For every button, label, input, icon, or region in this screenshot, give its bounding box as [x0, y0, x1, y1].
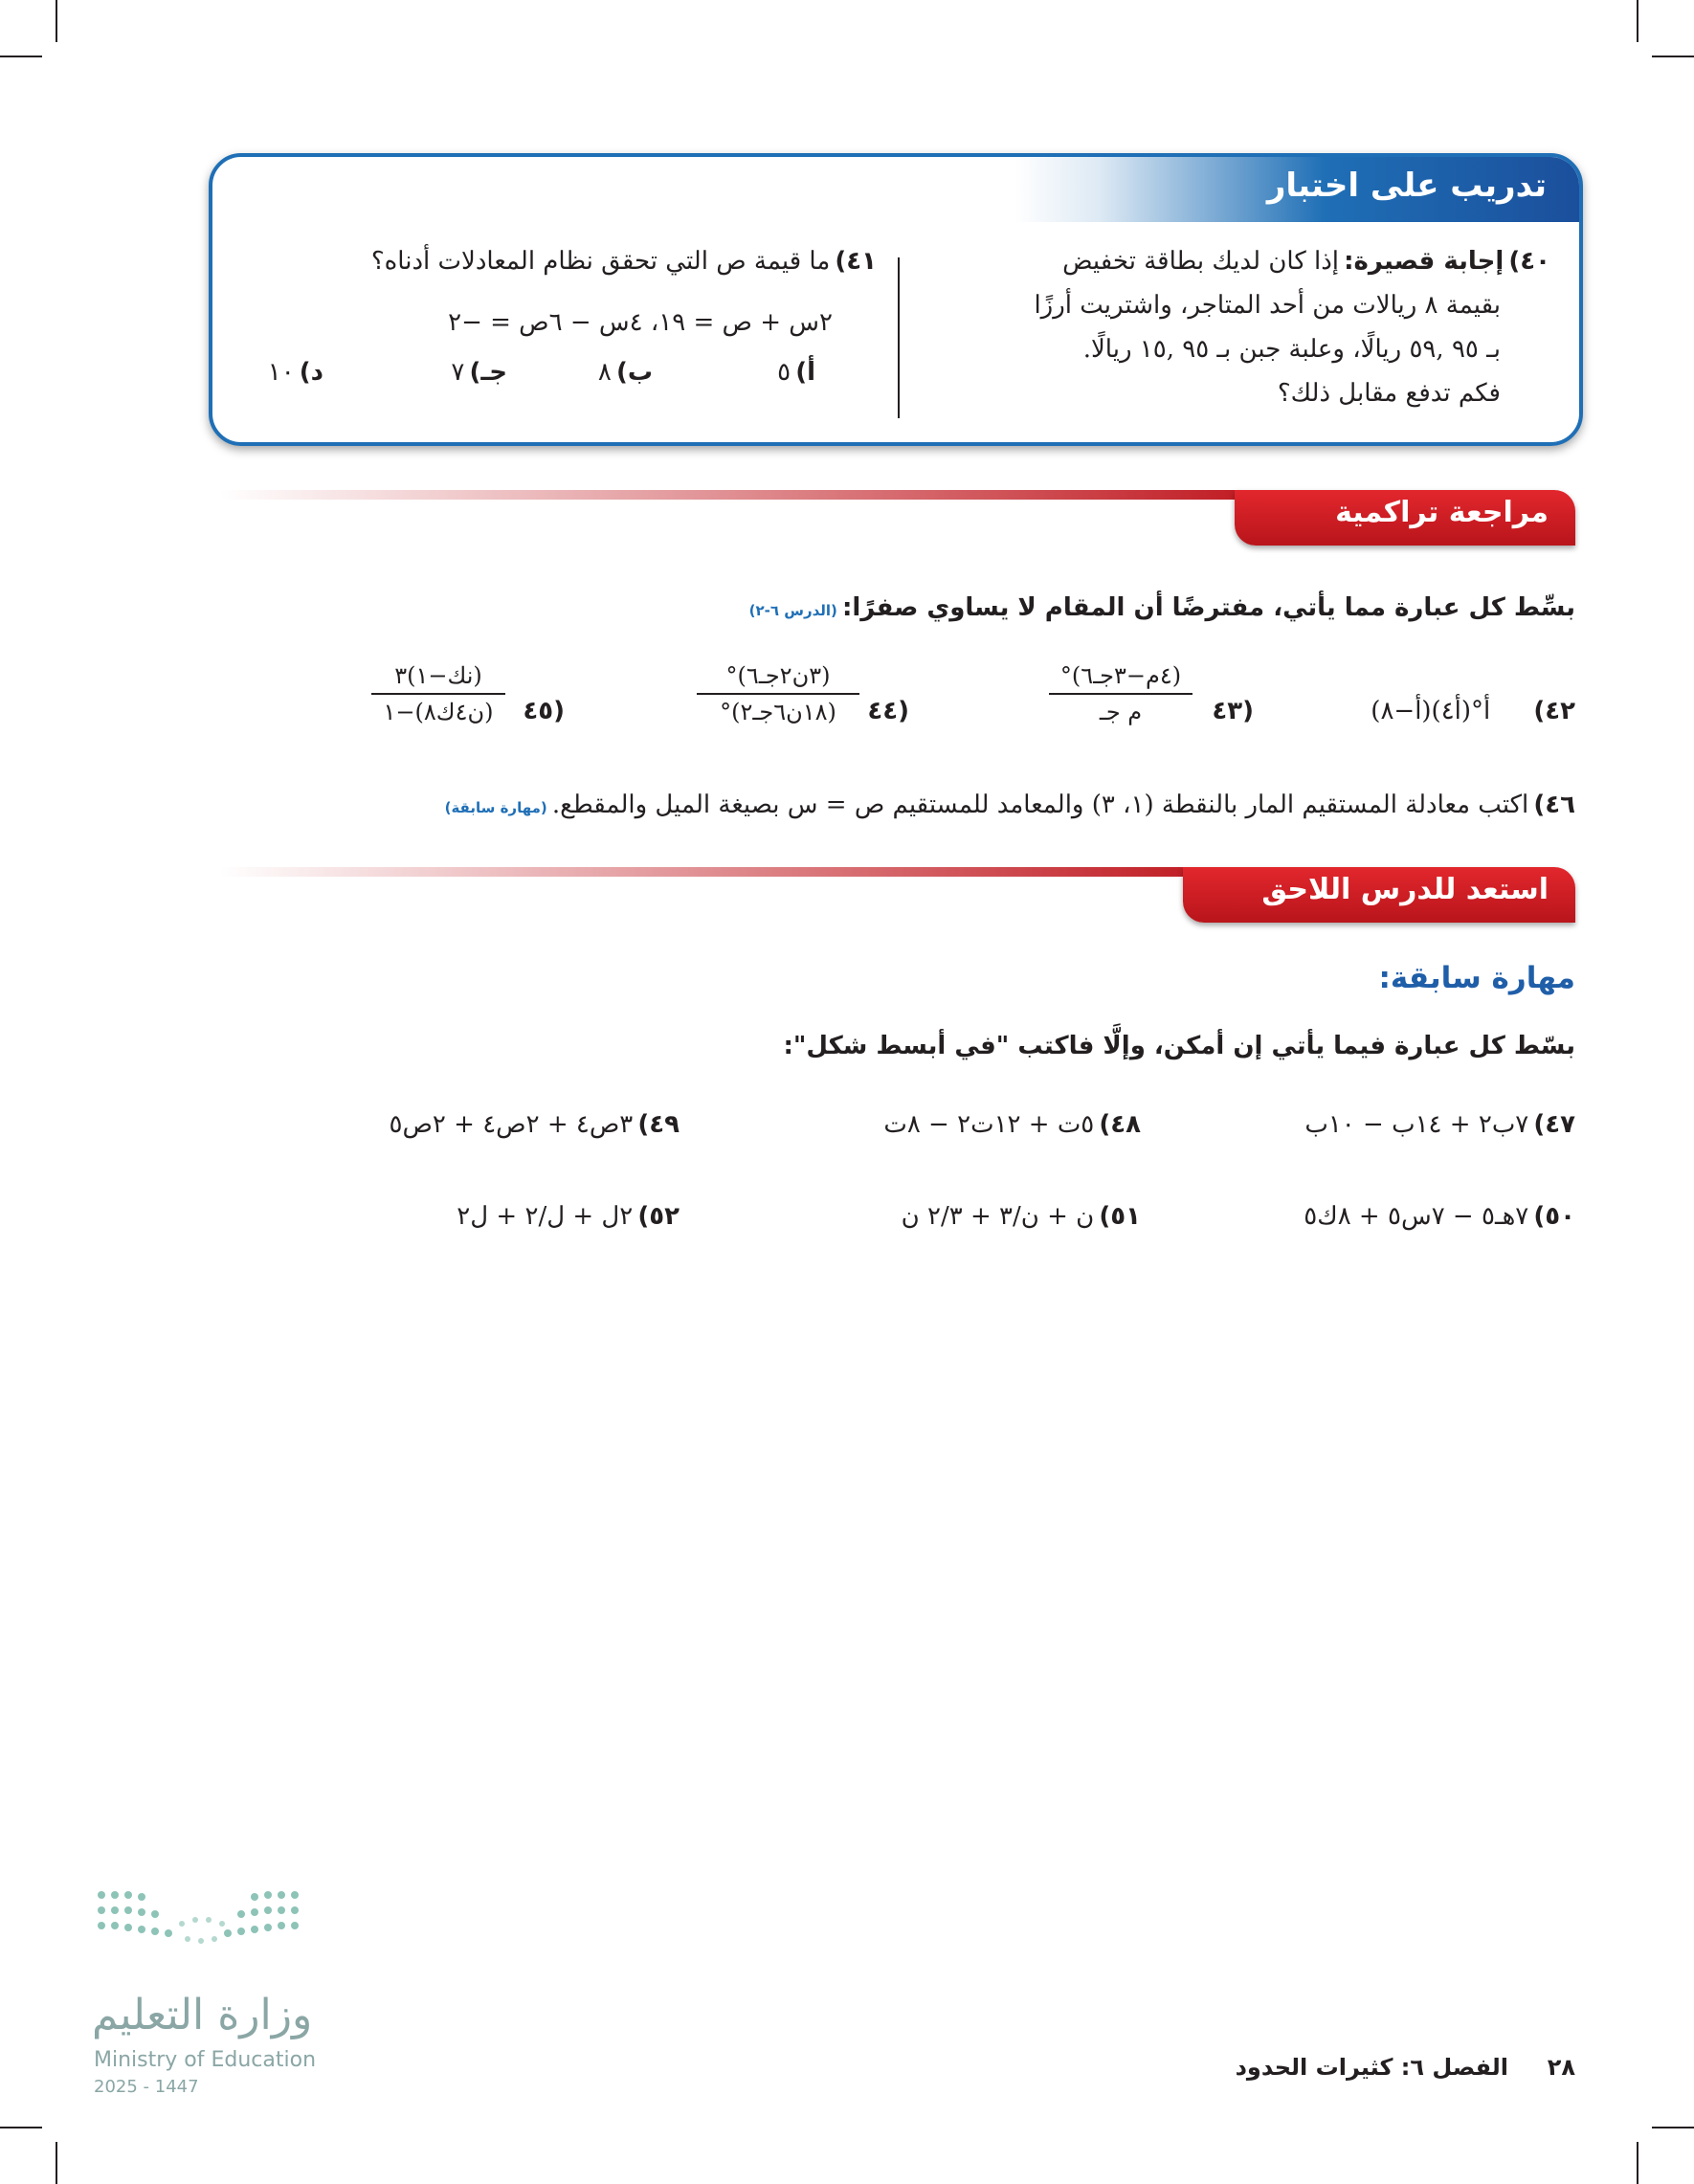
q43-fraction: [1049, 662, 1192, 725]
q40-line4: فكم تدفع مقابل ذلك؟: [1277, 379, 1501, 408]
test-practice-box: [209, 153, 1583, 446]
crop-mark: [56, 0, 57, 42]
q42-expr: أ°(أ٤)(أ−٨): [1371, 697, 1491, 725]
q43-numerator: (٤م−٣جـ٦)°: [1059, 662, 1182, 689]
q44-numerator: (٣ن٢جـ٦)°: [725, 662, 831, 689]
q40: [995, 247, 1550, 276]
fraction-bar: [697, 693, 859, 695]
q51: ٥١) ن + ن/٣ + ٢/٣ ن: [901, 1202, 1141, 1231]
q48: ٤٨) ٥ت + ١٢ت٢ − ٨ت: [883, 1110, 1141, 1139]
q40-number: ٤٠): [1508, 247, 1550, 276]
q44-number: ٤٤): [867, 697, 909, 725]
q41-option-b: ب) ٨: [597, 358, 653, 387]
q40-line2: بقيمة ٨ ريالات من أحد المتاجر، واشتريت أرزًا: [1034, 291, 1501, 320]
q43-denominator: م جـ: [1099, 699, 1143, 725]
q41-equation: ٢س + ص = ١٩، ٤س − ٦ص = −٢: [448, 308, 833, 337]
crop-mark: [0, 56, 42, 57]
review-instruction: بسِّط كل عبارة مما يأتي، مفترضًا أن المقام لا يساوي صفرًا:: [842, 593, 1575, 622]
chapter-title: كثيرات الحدود: [1235, 2054, 1393, 2081]
q46-number: ٤٦): [1533, 791, 1575, 819]
q41-option-a: أ) ٥: [777, 358, 815, 387]
q41-number: ٤١): [835, 247, 877, 276]
practice-divider: [898, 257, 900, 418]
crop-mark: [1652, 56, 1694, 57]
crop-mark: [1637, 2142, 1638, 2184]
q45-fraction: [371, 662, 505, 725]
practice-title: تدريب على اختبار: [1266, 167, 1547, 205]
q44-fraction: [697, 662, 859, 725]
crop-mark: [1652, 2127, 1694, 2128]
ministry-year: 2025 - 1447: [94, 2077, 199, 2097]
q42: [1371, 697, 1575, 725]
review-banner-line: [220, 490, 1254, 500]
q46-ref: (مهارة سابقة): [444, 799, 547, 816]
q50: ٥٠) ٧هـ٥ − ٧س٥ + ٨ك٥: [1304, 1202, 1575, 1231]
q45-numerator: (نك−١)٣: [394, 662, 482, 689]
chapter-label: الفصل ٦:: [1400, 2054, 1508, 2081]
q52: ٥٢) ٢ل + ل/٢ + ل٢: [457, 1202, 680, 1231]
next-title: استعد للدرس اللاحق: [1261, 873, 1549, 906]
q41: [371, 247, 877, 276]
next-banner: [1183, 867, 1575, 923]
q43-number: ٤٣): [1212, 697, 1254, 725]
q40-line1: إذا كان لديك بطاقة تخفيض: [1062, 247, 1339, 276]
q40-label: إجابة قصيرة:: [1344, 247, 1505, 276]
practice-header: [1014, 157, 1579, 222]
review-title: مراجعة تراكمية: [1335, 496, 1549, 529]
fraction-bar: [371, 693, 505, 695]
q41-text: ما قيمة ص التي تحقق نظام المعادلات أدناه؟: [370, 247, 831, 276]
crop-mark: [56, 2142, 57, 2184]
skill-heading: مهارة سابقة:: [1378, 961, 1575, 995]
review-lesson-ref: (الدرس ٦-٢): [748, 602, 837, 619]
crop-mark: [1637, 0, 1638, 42]
q41-option-c: جـ) ٧: [451, 358, 507, 387]
q47: ٤٧) ٧ب٢ + ١٤ب − ١٠ب: [1304, 1110, 1575, 1139]
q42-number: ٤٢): [1533, 697, 1575, 725]
next-instruction: بسّط كل عبارة فيما يأتي إن أمكن، وإلَّا فاكتب "في أبسط شكل":: [783, 1032, 1575, 1060]
q41-option-d: د) ١٠: [267, 358, 323, 387]
page-number: ٢٨: [1547, 2054, 1575, 2081]
ministry-name-ar: وزارة التعليم: [92, 1991, 313, 2039]
review-banner: [1235, 490, 1575, 546]
q44-denominator: (١٨ن٦جـ٢)°: [720, 699, 836, 725]
q46: [445, 791, 1575, 819]
q49: ٤٩) ٣ص٤ + ٢ص٤ + ٢ص٥: [389, 1110, 680, 1139]
review-instruction-row: [749, 593, 1575, 622]
next-banner-line: [220, 867, 1206, 877]
crop-mark: [0, 2127, 42, 2128]
q45-number: ٤٥): [523, 697, 565, 725]
ministry-name-en: Ministry of Education: [94, 2048, 317, 2072]
q45-denominator: (ن٤ك٨)−١: [383, 699, 494, 725]
q40-line3: بـ ٩٥ ,٥٩ ريالًا، وعلبة جبن بـ ٩٥ ,١٥ ريالًا.: [1082, 335, 1501, 364]
q46-text: اكتب معادلة المستقيم المار بالنقطة (١، ٣) والمعامد للمستقيم ص = س بصيغة الميل والمقطع.: [551, 791, 1529, 819]
ministry-logo-icon: [92, 1885, 302, 1952]
fraction-bar: [1049, 693, 1192, 695]
page-footer: [1236, 2054, 1575, 2081]
